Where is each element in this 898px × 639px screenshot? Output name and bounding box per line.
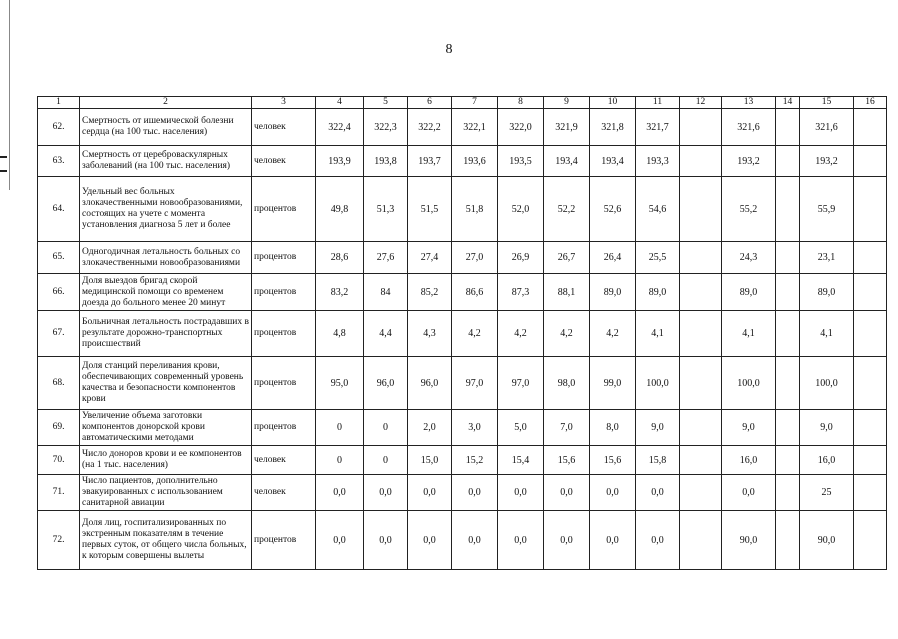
value-cell: [776, 146, 800, 177]
table-row: [38, 357, 887, 410]
value-cell: 193,8: [364, 146, 408, 177]
value-cell: [854, 274, 887, 311]
value-cell: 51,5: [408, 177, 452, 242]
value-cell: 90,0: [800, 511, 854, 570]
row-number: 62.: [38, 109, 80, 146]
column-header-6: 6: [408, 97, 452, 109]
page-number: 8: [445, 42, 453, 57]
value-cell: [680, 511, 722, 570]
column-header-1: 1: [38, 97, 80, 109]
column-header-15: 15: [800, 97, 854, 109]
value-cell: 55,2: [722, 177, 776, 242]
value-cell: 27,6: [364, 242, 408, 274]
table-row: [38, 311, 887, 357]
value-cell: 55,9: [800, 177, 854, 242]
value-cell: 193,6: [452, 146, 498, 177]
unit-of-measure: человек: [252, 446, 316, 475]
value-cell: 322,1: [452, 109, 498, 146]
value-cell: 0,0: [316, 511, 364, 570]
value-cell: 89,0: [590, 274, 636, 311]
value-cell: 89,0: [636, 274, 680, 311]
value-cell: [854, 311, 887, 357]
value-cell: 97,0: [452, 357, 498, 410]
table-row: [38, 475, 887, 511]
row-number: 70.: [38, 446, 80, 475]
header-row: [38, 97, 887, 109]
value-cell: 4,2: [498, 311, 544, 357]
unit-of-measure: человек: [252, 146, 316, 177]
value-cell: 193,4: [590, 146, 636, 177]
unit-of-measure: человек: [252, 475, 316, 511]
value-cell: 24,3: [722, 242, 776, 274]
value-cell: 321,9: [544, 109, 590, 146]
value-cell: [854, 446, 887, 475]
value-cell: 193,2: [800, 146, 854, 177]
row-number: 71.: [38, 475, 80, 511]
indicator-name: Смертность от ишемической болезни сердца (на 100 тыс. населения): [80, 109, 252, 146]
value-cell: 0: [316, 446, 364, 475]
unit-of-measure: процентов: [252, 242, 316, 274]
table-row: [38, 109, 887, 146]
value-cell: [776, 242, 800, 274]
value-cell: 9,0: [800, 410, 854, 446]
column-header-3: 3: [252, 97, 316, 109]
value-cell: [776, 410, 800, 446]
column-header-9: 9: [544, 97, 590, 109]
value-cell: 5,0: [498, 410, 544, 446]
value-cell: 4,4: [364, 311, 408, 357]
value-cell: [680, 177, 722, 242]
value-cell: 4,2: [590, 311, 636, 357]
indicator-name: Больничная летальность пострадавших в результате дорожно-транспортных происшествий: [80, 311, 252, 357]
value-cell: [776, 357, 800, 410]
value-cell: 16,0: [722, 446, 776, 475]
value-cell: [680, 410, 722, 446]
value-cell: [680, 146, 722, 177]
row-number: 66.: [38, 274, 80, 311]
value-cell: 88,1: [544, 274, 590, 311]
column-header-7: 7: [452, 97, 498, 109]
value-cell: 4,1: [722, 311, 776, 357]
indicator-name: Число пациентов, дополнительно эвакуированных с использованием санитарной авиации: [80, 475, 252, 511]
value-cell: 9,0: [722, 410, 776, 446]
value-cell: 0,0: [498, 511, 544, 570]
value-cell: 0,0: [452, 511, 498, 570]
value-cell: 193,5: [498, 146, 544, 177]
value-cell: 26,7: [544, 242, 590, 274]
value-cell: 193,7: [408, 146, 452, 177]
value-cell: [854, 109, 887, 146]
value-cell: [680, 475, 722, 511]
row-number: 68.: [38, 357, 80, 410]
value-cell: 193,4: [544, 146, 590, 177]
value-cell: [680, 446, 722, 475]
unit-of-measure: процентов: [252, 357, 316, 410]
value-cell: 193,9: [316, 146, 364, 177]
row-number: 63.: [38, 146, 80, 177]
value-cell: 100,0: [636, 357, 680, 410]
value-cell: 0,0: [636, 511, 680, 570]
column-header-10: 10: [590, 97, 636, 109]
table-body: [38, 109, 887, 570]
value-cell: 86,6: [452, 274, 498, 311]
value-cell: 4,1: [800, 311, 854, 357]
table-row: [38, 146, 887, 177]
value-cell: 0: [364, 410, 408, 446]
value-cell: 52,2: [544, 177, 590, 242]
value-cell: [680, 109, 722, 146]
value-cell: 26,4: [590, 242, 636, 274]
value-cell: 15,6: [544, 446, 590, 475]
value-cell: 322,2: [408, 109, 452, 146]
unit-of-measure: процентов: [252, 511, 316, 570]
row-number: 69.: [38, 410, 80, 446]
value-cell: 25,5: [636, 242, 680, 274]
value-cell: 4,1: [636, 311, 680, 357]
column-header-2: 2: [80, 97, 252, 109]
value-cell: 49,8: [316, 177, 364, 242]
value-cell: 0,0: [722, 475, 776, 511]
value-cell: 27,0: [452, 242, 498, 274]
value-cell: [776, 109, 800, 146]
value-cell: 193,3: [636, 146, 680, 177]
indicator-name: Доля лиц, госпитализированных по экстренным показателям в течение первых суток, от общего числа больных, к которым совершены вылеты: [80, 511, 252, 570]
value-cell: [680, 311, 722, 357]
value-cell: 27,4: [408, 242, 452, 274]
value-cell: 0,0: [408, 511, 452, 570]
value-cell: 100,0: [800, 357, 854, 410]
value-cell: 99,0: [590, 357, 636, 410]
column-header-14: 14: [776, 97, 800, 109]
value-cell: 4,2: [452, 311, 498, 357]
value-cell: 0,0: [364, 511, 408, 570]
indicator-name: Число доноров крови и ее компонентов (на 1 тыс. населения): [80, 446, 252, 475]
value-cell: 98,0: [544, 357, 590, 410]
value-cell: 0,0: [316, 475, 364, 511]
value-cell: 322,3: [364, 109, 408, 146]
value-cell: [854, 475, 887, 511]
unit-of-measure: процентов: [252, 274, 316, 311]
value-cell: 90,0: [722, 511, 776, 570]
indicator-name: Смертность от цереброваскулярных заболеваний (на 100 тыс. населения): [80, 146, 252, 177]
value-cell: 0,0: [544, 475, 590, 511]
value-cell: 0,0: [452, 475, 498, 511]
value-cell: 0,0: [364, 475, 408, 511]
indicator-name: Увеличение объема заготовки компонентов донорской крови автоматическими методами: [80, 410, 252, 446]
value-cell: 84: [364, 274, 408, 311]
value-cell: [680, 274, 722, 311]
unit-of-measure: процентов: [252, 410, 316, 446]
value-cell: [854, 242, 887, 274]
value-cell: 3,0: [452, 410, 498, 446]
table-row: [38, 242, 887, 274]
value-cell: 193,2: [722, 146, 776, 177]
value-cell: 0,0: [544, 511, 590, 570]
value-cell: 25: [800, 475, 854, 511]
value-cell: 83,2: [316, 274, 364, 311]
value-cell: [854, 177, 887, 242]
value-cell: 2,0: [408, 410, 452, 446]
value-cell: 4,8: [316, 311, 364, 357]
value-cell: 85,2: [408, 274, 452, 311]
value-cell: [776, 446, 800, 475]
value-cell: 9,0: [636, 410, 680, 446]
value-cell: 16,0: [800, 446, 854, 475]
value-cell: [776, 177, 800, 242]
indicator-name: Удельный вес больных злокачественными новообразованиями, состоящих на учете с момента установления диагноза 5 лет и более: [80, 177, 252, 242]
row-number: 64.: [38, 177, 80, 242]
value-cell: 15,6: [590, 446, 636, 475]
value-cell: [776, 311, 800, 357]
value-cell: 15,2: [452, 446, 498, 475]
value-cell: 0,0: [636, 475, 680, 511]
table-row: [38, 410, 887, 446]
table-row: [38, 446, 887, 475]
value-cell: 51,8: [452, 177, 498, 242]
table-row: [38, 511, 887, 570]
value-cell: [854, 511, 887, 570]
value-cell: [776, 511, 800, 570]
column-header-13: 13: [722, 97, 776, 109]
unit-of-measure: процентов: [252, 177, 316, 242]
scan-edge-line: [9, 0, 10, 190]
value-cell: [854, 410, 887, 446]
row-number: 72.: [38, 511, 80, 570]
column-header-4: 4: [316, 97, 364, 109]
indicators-table: [37, 96, 887, 570]
value-cell: 0,0: [590, 511, 636, 570]
value-cell: 96,0: [364, 357, 408, 410]
value-cell: [776, 475, 800, 511]
value-cell: [776, 274, 800, 311]
value-cell: 26,9: [498, 242, 544, 274]
value-cell: [680, 242, 722, 274]
value-cell: 321,6: [722, 109, 776, 146]
column-header-5: 5: [364, 97, 408, 109]
value-cell: 0,0: [408, 475, 452, 511]
value-cell: 0: [364, 446, 408, 475]
value-cell: 97,0: [498, 357, 544, 410]
value-cell: 89,0: [800, 274, 854, 311]
value-cell: 0,0: [590, 475, 636, 511]
value-cell: 96,0: [408, 357, 452, 410]
value-cell: 8,0: [590, 410, 636, 446]
value-cell: 0,0: [498, 475, 544, 511]
table-row: [38, 177, 887, 242]
value-cell: 52,6: [590, 177, 636, 242]
value-cell: 321,6: [800, 109, 854, 146]
value-cell: 100,0: [722, 357, 776, 410]
value-cell: 23,1: [800, 242, 854, 274]
unit-of-measure: человек: [252, 109, 316, 146]
value-cell: 4,3: [408, 311, 452, 357]
value-cell: [680, 357, 722, 410]
column-header-8: 8: [498, 97, 544, 109]
value-cell: 0: [316, 410, 364, 446]
value-cell: 51,3: [364, 177, 408, 242]
value-cell: 321,8: [590, 109, 636, 146]
value-cell: 322,4: [316, 109, 364, 146]
column-header-11: 11: [636, 97, 680, 109]
column-header-16: 16: [854, 97, 887, 109]
row-number: 65.: [38, 242, 80, 274]
value-cell: [854, 146, 887, 177]
row-number: 67.: [38, 311, 80, 357]
value-cell: 15,4: [498, 446, 544, 475]
table-row: [38, 274, 887, 311]
unit-of-measure: процентов: [252, 311, 316, 357]
indicator-name: Доля станций переливания крови, обеспечивающих современный уровень качества и безопасности компонентов крови: [80, 357, 252, 410]
column-header-12: 12: [680, 97, 722, 109]
scan-binding-mark: [0, 156, 7, 172]
value-cell: 4,2: [544, 311, 590, 357]
indicator-name: Доля выездов бригад скорой медицинской помощи со временем доезда до больного менее 20 минут: [80, 274, 252, 311]
value-cell: 89,0: [722, 274, 776, 311]
value-cell: 95,0: [316, 357, 364, 410]
value-cell: 15,0: [408, 446, 452, 475]
value-cell: 87,3: [498, 274, 544, 311]
indicator-name: Одногодичная летальность больных со злокачественными новообразованиями: [80, 242, 252, 274]
value-cell: 7,0: [544, 410, 590, 446]
value-cell: 321,7: [636, 109, 680, 146]
value-cell: 54,6: [636, 177, 680, 242]
value-cell: 322,0: [498, 109, 544, 146]
value-cell: 52,0: [498, 177, 544, 242]
value-cell: [854, 357, 887, 410]
value-cell: 28,6: [316, 242, 364, 274]
value-cell: 15,8: [636, 446, 680, 475]
